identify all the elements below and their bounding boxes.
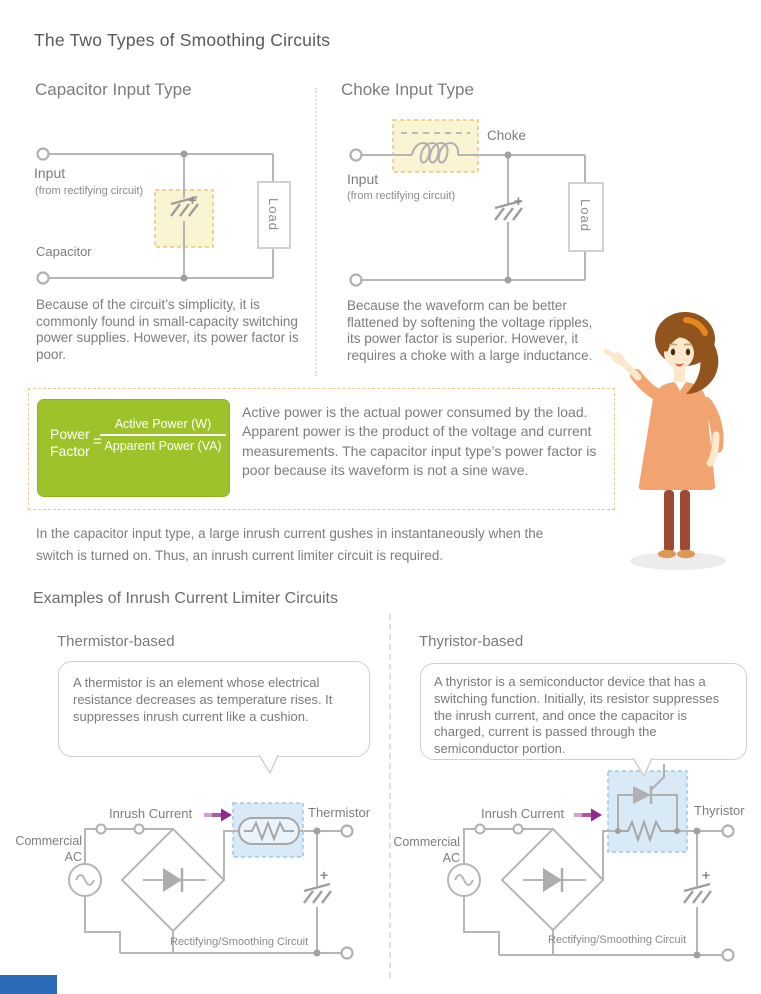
commercial-ac-label	[6, 833, 82, 865]
input-terminal-icon	[38, 149, 49, 160]
junction-dot	[314, 950, 321, 957]
commercial-label-line2: AC	[64, 850, 82, 864]
input-sub-label: (from rectifying circuit)	[35, 185, 144, 197]
inrush-current-label: Inrush Current	[109, 806, 193, 821]
thyristor-highlight-box	[608, 771, 687, 852]
examples-heading: Examples of Inrush Current Limiter Circuits	[33, 590, 338, 607]
character-illustration	[598, 303, 753, 575]
junction-dot	[505, 277, 512, 284]
power-factor-formula-box	[37, 399, 230, 497]
capacitor-symbol	[304, 884, 331, 903]
load-label: Load	[266, 198, 281, 231]
thyristor-bubble-text: A thyristor is a semiconductor device that has a switching function. Initially, its resistor suppresses the inrush current, and once the capacitor is charged, current is passed through the semiconductor portion.	[434, 674, 720, 757]
formula-term-line2: Factor	[50, 442, 90, 459]
section-heading-capacitor: Capacitor Input Type	[35, 80, 192, 99]
ac-source-icon	[69, 864, 101, 896]
input-terminal-icon	[351, 275, 362, 286]
wires	[362, 155, 585, 280]
junction-dot	[694, 828, 701, 835]
character-shoe	[658, 550, 676, 558]
power-factor-explanation: Active power is the actual power consumed by the load. Apparent power is the product of the voltage and current measurements. The capacitor input type’s power factor is poor because its waveform is not a sine wave.	[242, 404, 597, 479]
input-terminal-icon	[351, 150, 362, 161]
input-label: Input	[34, 165, 66, 181]
thermistor-symbol	[239, 818, 299, 844]
bridge-rectifier-icon	[122, 829, 224, 931]
capacitor-label: Capacitor	[36, 244, 92, 259]
commercial-label-line1: Commercial	[15, 834, 82, 848]
character-shoe	[677, 550, 695, 558]
character-pointing-hand	[603, 348, 625, 365]
input-sub-label: (from rectifying circuit)	[347, 190, 456, 202]
rectifying-circuit-label: Rectifying/Smoothing Circuit	[548, 934, 687, 946]
commercial-label-line1: Commercial	[393, 835, 460, 849]
inrush-note: In the capacitor input type, a large inrush current gushes in instantaneously when the switch is turned on. Thus, an inrush current limiter circuit is required.	[36, 526, 544, 563]
character-brow	[684, 344, 692, 345]
junction-dot	[694, 952, 701, 959]
inrush-arrow-icon	[574, 809, 602, 822]
switch-icon	[135, 825, 144, 834]
choke-description: Because the waveform can be better flattened by softening the voltage ripples, its power factor is superior. However, it requires a choke with a large inductance.	[347, 298, 593, 363]
equals-sign: =	[93, 433, 102, 450]
page-title: The Two Types of Smoothing Circuits	[34, 30, 331, 50]
junction-dot	[181, 151, 188, 158]
switch-icon	[514, 825, 523, 834]
output-terminal-icon	[723, 826, 734, 837]
capacitor-circuit-diagram	[28, 140, 303, 295]
device-label: Thyristor	[694, 803, 745, 818]
fraction-numerator: Active Power (W)	[100, 417, 226, 436]
plus-sign: +	[320, 867, 329, 883]
device-label: Thermistor	[308, 805, 371, 820]
output-terminal-icon	[342, 826, 353, 837]
subheading-thyristor: Thyristor-based	[419, 633, 524, 650]
capacitor-symbol	[684, 884, 711, 903]
input-terminal-icon	[38, 273, 49, 284]
thermistor-speech-bubble	[58, 661, 370, 757]
junction-dot	[181, 275, 188, 282]
choke-label: Choke	[487, 128, 527, 143]
character-leg	[664, 490, 674, 552]
bridge-rectifier-icon	[502, 829, 603, 930]
section-heading-choke: Choke Input Type	[341, 80, 474, 99]
output-terminal-icon	[342, 948, 353, 959]
footer-accent-bar	[0, 975, 57, 994]
bubble-tail-icon	[257, 755, 283, 775]
ac-source-icon	[448, 864, 480, 896]
character-brow	[669, 344, 677, 345]
character-eye	[671, 349, 675, 356]
load-label: Load	[578, 199, 593, 232]
switch-icon	[476, 825, 485, 834]
capacitor-description: Because of the circuit’s simplicity, it is commonly found in small-capacity switching power supplies. However, its power factor is poor.	[36, 297, 299, 362]
character-leg	[680, 490, 690, 552]
plus-sign: +	[188, 192, 197, 209]
rectifying-circuit-label: Rectifying/Smoothing Circuit	[170, 936, 309, 948]
section-divider	[315, 88, 317, 376]
character-eye	[686, 349, 690, 356]
junction-dot	[314, 828, 321, 835]
subheading-thermistor: Thermistor-based	[57, 633, 175, 650]
formula-term	[50, 426, 90, 459]
plus-sign: +	[702, 867, 711, 883]
commercial-ac-label	[386, 834, 460, 866]
input-label: Input	[347, 171, 379, 187]
power-factor-panel	[28, 388, 615, 510]
plus-sign: +	[514, 193, 523, 210]
thermistor-bubble-text: A thermistor is an element whose electrical resistance decreases as temperature rises. It suppresses inrush current like a cushion.	[73, 675, 333, 724]
bubble-tail-icon	[631, 758, 657, 778]
inrush-current-label: Inrush Current	[481, 806, 565, 821]
inrush-arrow-icon	[204, 809, 232, 822]
fraction-denominator: Apparent Power (VA)	[104, 439, 222, 453]
commercial-label-line2: AC	[442, 851, 460, 865]
junction-dot	[505, 152, 512, 159]
switch-icon	[97, 825, 106, 834]
formula-fraction	[100, 417, 226, 453]
thyristor-speech-bubble	[420, 663, 747, 760]
formula-term-line1: Power	[50, 426, 90, 442]
output-terminal-icon	[723, 950, 734, 961]
